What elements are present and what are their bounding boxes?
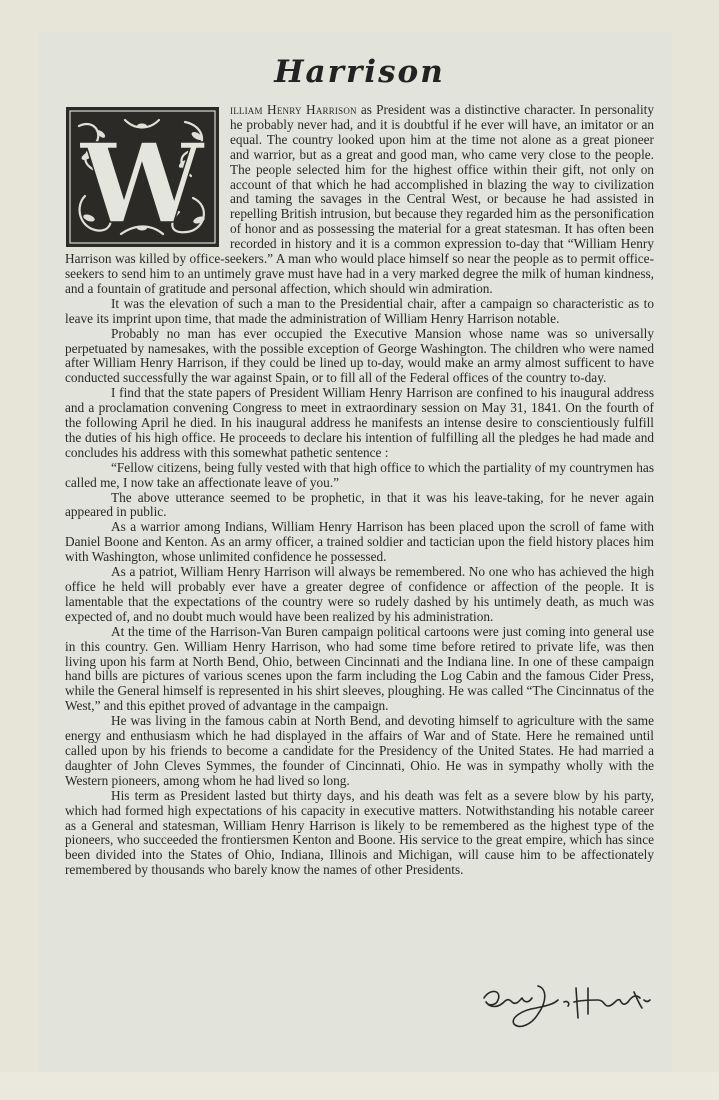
- paragraph: [65, 461, 654, 491]
- author-signature: [476, 978, 656, 1038]
- paragraph: [65, 520, 654, 565]
- paragraph-text: At the time of the Harrison-Van Buren campaign political cartoons were just coming into general use in this country. Gen. William Henry Harrison, who had some time before retired to private life, was then living upon his farm at North Bend, Ohio, between Cincinnati and the Indiana line. In one of these campaign hand bills are pictures of various scenes upon the farm including the Log Cabin and the famous Cider Press, while the General himself is represented in his shirt sleeves, ploughing. He was called “The Cincinnatus of the West,” and this epithet proved of advantage in the campaign.: [65, 623, 654, 714]
- paragraph-text: His term as President lasted but thirty days, and his death was felt as a severe blow by his party, which had formed high expectations of his capacity in executive matters. Notwithstanding his notable career as a General and statesman, William Henry Harrison is likely to be remembered as the highest type of the pioneers, who succeeded the frontiersmen Kenton and Boone. His service to the great empire, which has since been divided into the States of Ohio, Indiana, Illinois and Michigan, will cause him to be affectionately remembered by thousands who barely know the names of other Presidents.: [65, 787, 654, 878]
- paragraph: [65, 565, 654, 625]
- paragraph-text: He was living in the famous cabin at North Bend, and devoting himself to agriculture with the same energy and enthusiasm which he had displayed in the affairs of War and of State. Here he remained until called upon by his friends to become a candidate for the Presidency of the United States. He had married a daughter of John Cleves Symmes, the founder of Cincinnati, Ohio. He was in sympathy wholly with the Western pioneers, among whom he had lived so long.: [65, 713, 654, 788]
- paragraph: [65, 491, 654, 521]
- dropcap-letter: W: [80, 119, 204, 248]
- paragraph-text: “Fellow citizens, being fully vested with that high office to which the partiality of my countrymen has called me, I now take an affectionate leave of you.”: [65, 459, 654, 490]
- paragraph-text: The above utterance seemed to be prophetic, in that it was his leave-taking, for he never again appeared in public.: [65, 489, 654, 520]
- paragraph-text: It was the elevation of such a man to the Presidential chair, after a campaign so characteristic as to leave its imprint upon time, that made the administration of William Henry Harrison notable.: [65, 295, 654, 326]
- paragraph: [65, 625, 654, 714]
- paragraph-text: As a patriot, William Henry Harrison will always be remembered. No one who has achieved the high office he held will probably ever have a greater degree of confidence or affection of the people. It is lamentable that the expectations of the country were so rudely dashed by his untimely death, as much was expected of, and no doubt much would have been realized by his administration.: [65, 564, 654, 624]
- page-bottom-margin: [0, 1072, 719, 1100]
- paragraph: [65, 297, 654, 327]
- paragraph-text: as President was a distinctive character. In personality he probably never had, and it is doubtful if he ever will have, an imitator or an equal. The country looked upon him at the time not alone as a great pioneer and warrior, but as a great and good man, who came very close to the people. The people selected him for the highest office within their gift, not only on account of that which he had accomplished in blazing the way to civilization and taming the savages in the Central West, or because he had assisted in repelling British intrusion, but because they regarded him as the personification of honor and as possessing the material for a great statesman. It has often been recorded in history and it is a common expression to-day that “William Henry Harrison was killed by office-seekers.” A man who would place himself so near the people as to permit office-seekers to send him to an untimely grave must have had in a very marked degree the milk of human kindness, and a fountain of gratitude and personal affection, which should win admiration.: [65, 102, 654, 296]
- paragraph: [65, 327, 654, 387]
- paragraph-text: I find that the state papers of President William Henry Harrison are confined to his inaugural address and a proclamation convening Congress to meet in extraordinary session on May 31, 1841. On the fourth of the following April he died. In his inaugural address he manifests an intense desire to conscientiously fulfill the duties of his high office. He proceeds to declare his intention of fulfilling all the pledges he had made and concludes his address with this somewhat pathetic sentence :: [65, 385, 654, 460]
- paragraph-text: Probably no man has ever occupied the Executive Mansion whose name was so universally perpetuated by namesakes, with the possible exception of George Washington. The children who were named after William Henry Harrison, if they could be lined up to-day, would make an army almost sufficent to have conducted successfully the war against Spain, or to fill all of the Federal offices of the country to-day.: [65, 325, 654, 386]
- article-body: [65, 103, 654, 878]
- lead-name: illiam Henry Harrison: [230, 102, 357, 117]
- page-title: Harrison: [274, 54, 445, 90]
- paragraph: [65, 714, 654, 789]
- paragraph: [65, 789, 654, 878]
- paragraph-text: As a warrior among Indians, William Henry Harrison has been placed upon the scroll of fame with Daniel Boone and Kenton. As an army officer, a trained soldier and tactician upon the field history places him with Washington, whose unlimited confidence he possessed.: [65, 519, 654, 565]
- ornamental-dropcap-w: [65, 106, 220, 248]
- paragraph: [65, 386, 654, 461]
